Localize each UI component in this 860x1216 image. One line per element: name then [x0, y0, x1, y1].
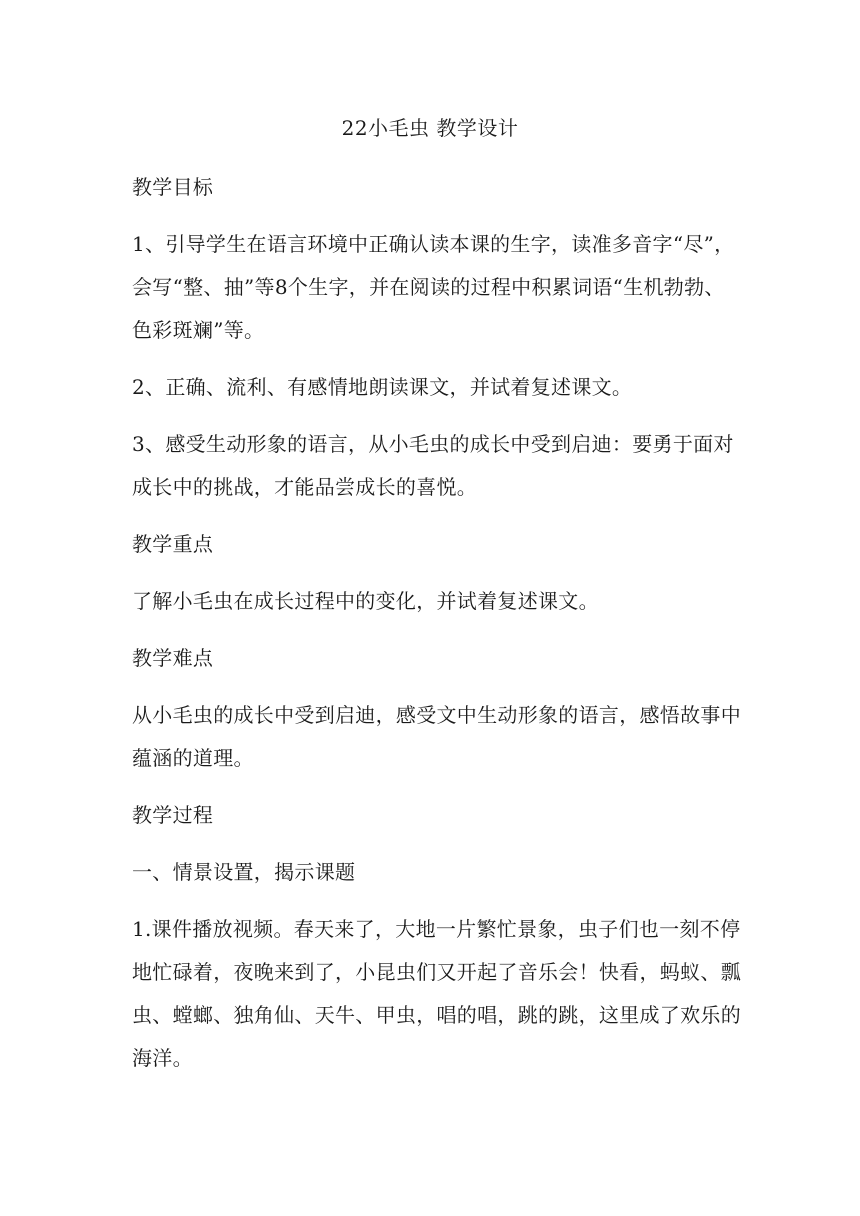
objectives-heading: 教学目标 [132, 175, 214, 199]
objective-3-line-2: 成长中的挑战，才能品尝成长的喜悦。 [132, 475, 478, 499]
objective-1-line-1: 1、引导学生在语言环境中正确认读本课的生字，读准多音字“尽”， [132, 232, 735, 256]
part-1-heading: 一、情景设置，揭示课题 [132, 860, 356, 884]
objective-2: 2、正确、流利、有感情地朗读课文，并试着复述课文。 [132, 375, 633, 399]
step-1-line-3: 虫、螳螂、独角仙、天牛、甲虫，唱的唱，跳的跳，这里成了欢乐的 [132, 1003, 741, 1027]
step-1-line-2: 地忙碌着，夜晚来到了，小昆虫们又开起了音乐会！快看，蚂蚁、瓢 [132, 960, 741, 984]
difficulties-line-2: 蕴涵的道理。 [132, 746, 254, 770]
process-heading: 教学过程 [132, 803, 214, 827]
key-points-heading: 教学重点 [132, 532, 214, 556]
key-points-text: 了解小毛虫在成长过程中的变化，并试着复述课文。 [132, 589, 599, 613]
step-1-line-1: 1.课件播放视频。春天来了，大地一片繁忙景象，虫子们也一刻不停 [132, 917, 741, 941]
document-title: 22小毛虫 教学设计 [341, 116, 519, 140]
step-1-line-4: 海洋。 [132, 1046, 193, 1070]
objective-1-line-2: 会写“整、抽”等8个生字，并在阅读的过程中积累词语“生机勃勃、 [132, 275, 725, 299]
objective-1-line-3: 色彩斑斓”等。 [132, 318, 265, 342]
difficulties-heading: 教学难点 [132, 646, 214, 670]
objective-3-line-1: 3、感受生动形象的语言，从小毛虫的成长中受到启迪：要勇于面对 [132, 432, 734, 456]
difficulties-line-1: 从小毛虫的成长中受到启迪，感受文中生动形象的语言，感悟故事中 [132, 703, 741, 727]
